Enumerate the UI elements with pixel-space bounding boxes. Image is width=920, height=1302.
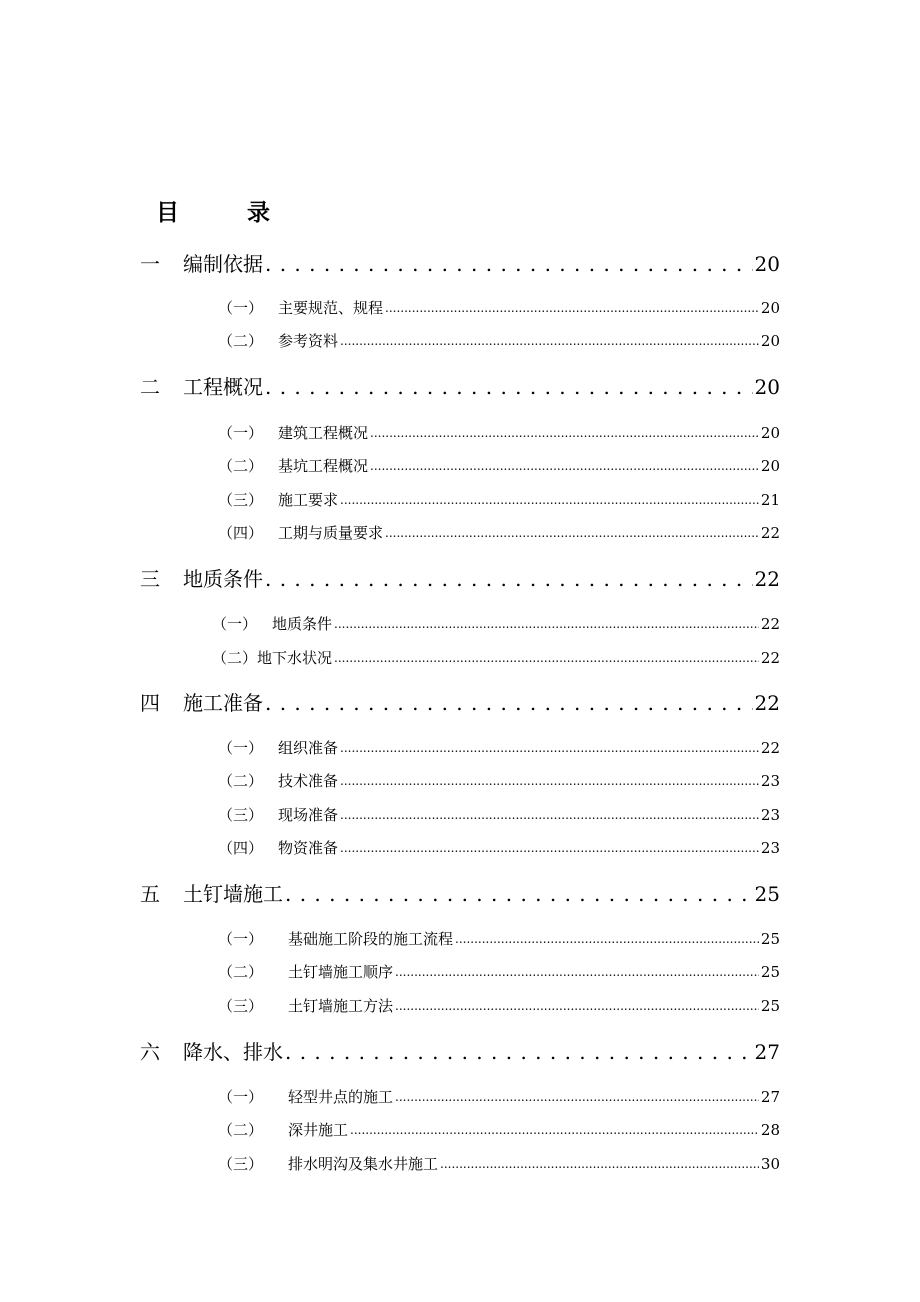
toc-section-6[interactable] [140, 1037, 780, 1067]
dot-leader [395, 994, 759, 1018]
toc-subsection[interactable] [218, 296, 780, 320]
toc-subsection[interactable] [218, 1152, 780, 1176]
dot-leader [265, 372, 753, 402]
toc-section-2[interactable] [140, 372, 780, 402]
dot-leader [340, 329, 759, 353]
subsection-page: 30 [760, 1155, 780, 1173]
dot-leader [265, 249, 753, 279]
toc-subsection[interactable] [218, 836, 780, 860]
section-label: 工程概况 [183, 375, 263, 399]
dot-leader [370, 421, 759, 445]
subsection-number: （一） [218, 299, 264, 317]
toc-title: 目 录 [156, 200, 301, 226]
subsection-page: 28 [760, 1121, 780, 1139]
dot-leader [340, 836, 759, 860]
dot-leader [334, 646, 759, 670]
subsection-number: （三） [218, 806, 264, 824]
toc-subsection[interactable] [212, 646, 780, 670]
toc-subsection[interactable] [218, 421, 780, 445]
subsection-label: 地质条件 [272, 615, 333, 633]
subsection-label: 现场准备 [278, 806, 339, 824]
section-number: 二 [140, 375, 160, 399]
subsection-label: 技术准备 [278, 772, 339, 790]
section-page: 20 [754, 375, 780, 399]
section-page: 27 [754, 1040, 780, 1064]
section-page: 20 [754, 252, 780, 276]
subsection-number: （三） [218, 997, 264, 1015]
subsection-label: 基础施工阶段的施工流程 [288, 930, 454, 948]
subsection-label: 深井施工 [288, 1121, 349, 1139]
subsection-number: （二） [218, 963, 264, 981]
subsection-label: 土钉墙施工顺序 [288, 963, 394, 981]
toc-subsection[interactable] [218, 1118, 780, 1142]
dot-leader [334, 612, 759, 636]
subsection-label: 建筑工程概况 [278, 424, 369, 442]
toc-subsection[interactable] [218, 454, 780, 478]
section-number: 六 [140, 1040, 160, 1064]
subsection-number: （二） [218, 1121, 264, 1139]
subsection-number: （二） [218, 332, 264, 350]
section-number: 五 [140, 882, 160, 906]
dot-leader [285, 1037, 753, 1067]
dot-leader [385, 521, 759, 545]
subsection-page: 25 [760, 963, 780, 981]
subsection-label: 参考资料 [278, 332, 339, 350]
subsection-label: 排水明沟及集水井施工 [288, 1155, 439, 1173]
subsection-label: 土钉墙施工方法 [288, 997, 394, 1015]
toc-subsection[interactable] [218, 521, 780, 545]
subsection-number: （三） [218, 491, 264, 509]
dot-leader [385, 296, 759, 320]
subsection-page: 25 [760, 997, 780, 1015]
section-label: 土钉墙施工 [183, 882, 283, 906]
subsection-label: 物资准备 [278, 839, 339, 857]
subsection-number: （一） [218, 739, 264, 757]
dot-leader [440, 1152, 759, 1176]
subsection-label: 工期与质量要求 [278, 524, 384, 542]
subsection-page: 20 [760, 457, 780, 475]
toc-subsection[interactable] [218, 769, 780, 793]
toc-subsection[interactable] [218, 329, 780, 353]
dot-leader [370, 454, 759, 478]
toc-subsection[interactable] [218, 488, 780, 512]
subsection-page: 22 [760, 739, 780, 757]
toc-subsection[interactable] [218, 1085, 780, 1109]
section-label: 施工准备 [183, 691, 263, 715]
dot-leader [285, 879, 753, 909]
subsection-label: 组织准备 [278, 739, 339, 757]
dot-leader [265, 564, 753, 594]
subsection-number: （一） [218, 930, 264, 948]
dot-leader [340, 488, 759, 512]
subsection-page: 22 [760, 524, 780, 542]
toc-subsection[interactable] [218, 994, 780, 1018]
subsection-number: （四） [218, 839, 264, 857]
dot-leader [340, 736, 759, 760]
subsection-page: 20 [760, 299, 780, 317]
toc-subsection[interactable] [212, 612, 780, 636]
subsection-label: 轻型井点的施工 [288, 1088, 394, 1106]
toc-subsection[interactable] [218, 803, 780, 827]
toc-subsection[interactable] [218, 960, 780, 984]
dot-leader [455, 927, 759, 951]
subsection-label: 主要规范、规程 [278, 299, 384, 317]
dot-leader [395, 960, 759, 984]
subsection-page: 20 [760, 332, 780, 350]
dot-leader [350, 1118, 759, 1142]
subsection-page: 21 [760, 491, 780, 509]
subsection-number: （四） [218, 524, 264, 542]
subsection-page: 20 [760, 424, 780, 442]
toc-section-3[interactable] [140, 564, 780, 594]
section-label: 降水、排水 [183, 1040, 283, 1064]
subsection-page: 25 [760, 930, 780, 948]
subsection-number: （一） [212, 615, 258, 633]
toc-section-4[interactable] [140, 688, 780, 718]
toc-subsection[interactable] [218, 927, 780, 951]
dot-leader [395, 1085, 759, 1109]
subsection-page: 23 [760, 806, 780, 824]
section-label: 编制依据 [183, 252, 263, 276]
toc-section-5[interactable] [140, 879, 780, 909]
toc-subsection[interactable] [218, 736, 780, 760]
subsection-label: 施工要求 [278, 491, 339, 509]
dot-leader [265, 688, 753, 718]
section-number: 一 [140, 252, 160, 276]
subsection-page: 27 [760, 1088, 780, 1106]
dot-leader [340, 803, 759, 827]
toc-section-1[interactable] [140, 249, 780, 279]
subsection-number: （一） [218, 424, 264, 442]
subsection-page: 22 [760, 649, 780, 667]
section-page: 22 [754, 691, 780, 715]
subsection-number: （三） [218, 1155, 264, 1173]
subsection-page: 23 [760, 772, 780, 790]
subsection-number: （一） [218, 1088, 264, 1106]
subsection-number: （二） [212, 649, 258, 667]
section-number: 四 [140, 691, 160, 715]
section-number: 三 [140, 567, 160, 591]
subsection-number: （二） [218, 457, 264, 475]
subsection-number: （二） [218, 772, 264, 790]
subsection-label: 基坑工程概况 [278, 457, 369, 475]
section-label: 地质条件 [183, 567, 263, 591]
subsection-page: 23 [760, 839, 780, 857]
dot-leader [340, 769, 759, 793]
subsection-page: 22 [760, 615, 780, 633]
section-page: 25 [754, 882, 780, 906]
section-page: 22 [754, 567, 780, 591]
subsection-label: 地下水状况 [257, 649, 333, 667]
